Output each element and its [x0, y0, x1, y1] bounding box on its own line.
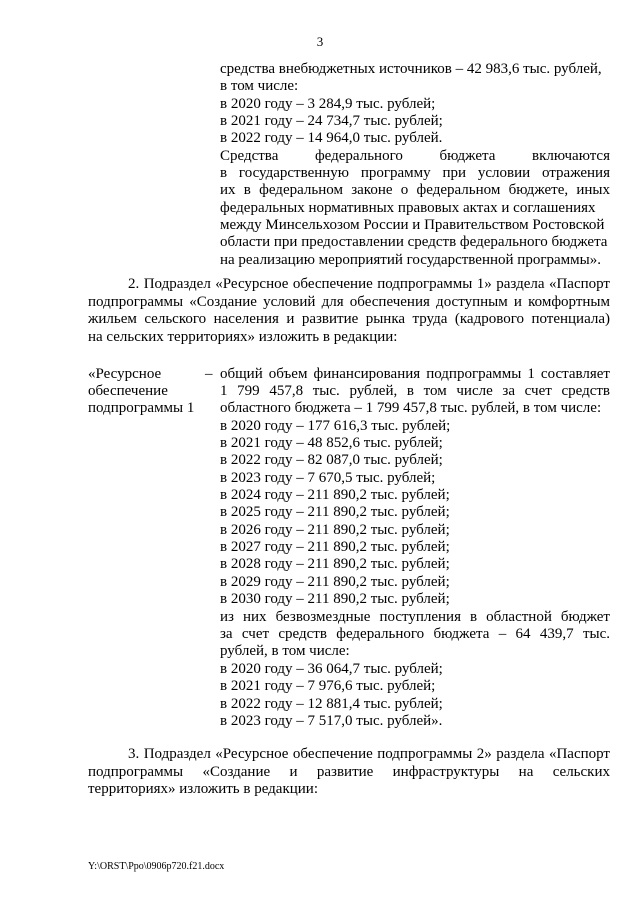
- top-line: в 2021 году – 24 734,7 тыс. рублей;: [220, 113, 443, 129]
- top-line: в государственную программу при условии отражения: [220, 165, 610, 181]
- paragraph-line: на сельских территориях» изложить в редакции:: [88, 329, 398, 345]
- table-detail-line: в 2020 году – 177 616,3 тыс. рублей;: [220, 418, 451, 434]
- table-detail-line: в 2028 году – 211 890,2 тыс. рублей;: [220, 556, 450, 572]
- table-detail-line: в 2022 году – 12 881,4 тыс. рублей;: [220, 696, 443, 712]
- top-line: области при предоставлении средств федерального бюджета: [220, 234, 608, 250]
- paragraph-line: подпрограммы «Создание и развитие инфраструктуры на сельских: [88, 764, 610, 780]
- table-label-line: подпрограммы 1: [88, 400, 195, 416]
- table-label-line: обеспечение: [88, 383, 168, 399]
- table-detail-line: общий объем финансирования подпрограммы 1 составляет: [220, 366, 610, 382]
- top-line: на реализацию мероприятий государственной программы».: [220, 252, 601, 268]
- top-line: между Минсельхозом России и Правительством Ростовской: [220, 217, 605, 233]
- table-dash: –: [205, 366, 213, 382]
- top-line: в том числе:: [220, 78, 299, 94]
- table-detail-line: в 2024 году – 211 890,2 тыс. рублей;: [220, 487, 450, 503]
- top-line: их в федеральном законе о федеральном бюджете, иных: [220, 182, 610, 198]
- paragraph-line: 3. Подраздел «Ресурсное обеспечение подпрограммы 2» раздела «Паспорт: [128, 746, 610, 762]
- table-detail-line: 1 799 457,8 тыс. рублей, в том числе за счет средств: [220, 383, 610, 399]
- top-line: в 2022 году – 14 964,0 тыс. рублей.: [220, 130, 443, 146]
- table-detail-line: в 2025 году – 211 890,2 тыс. рублей;: [220, 504, 450, 520]
- table-detail-line: за счет средств федерального бюджета – 64 439,7 тыс.: [220, 626, 610, 642]
- table-detail-line: в 2022 году – 82 087,0 тыс. рублей;: [220, 452, 443, 468]
- table-detail-line: в 2029 году – 211 890,2 тыс. рублей;: [220, 574, 450, 590]
- paragraph-line: подпрограммы «Создание условий для обеспечения доступным и комфортным: [88, 294, 610, 310]
- file-path-footer: Y:\ORST\Ppo\0906p720.f21.docx: [88, 861, 225, 872]
- table-detail-line: в 2027 году – 211 890,2 тыс. рублей;: [220, 539, 450, 555]
- table-detail-line: в 2023 году – 7 670,5 тыс. рублей;: [220, 470, 436, 486]
- table-label-line: «Ресурсное: [88, 366, 162, 382]
- table-detail-line: в 2021 году – 48 852,6 тыс. рублей;: [220, 435, 443, 451]
- top-line: федеральных нормативных правовых актах и соглашениях: [220, 200, 596, 216]
- paragraph-line: 2. Подраздел «Ресурсное обеспечение подпрограммы 1» раздела «Паспорт: [128, 276, 610, 292]
- page-number: 3: [316, 34, 324, 49]
- table-detail-line: в 2026 году – 211 890,2 тыс. рублей;: [220, 522, 450, 538]
- table-detail-line: в 2020 году – 36 064,7 тыс. рублей;: [220, 661, 443, 677]
- top-line: Средства федерального бюджета включаются: [220, 148, 610, 164]
- paragraph-line: территориях» изложить в редакции:: [88, 781, 318, 797]
- top-line: в 2020 году – 3 284,9 тыс. рублей;: [220, 96, 436, 112]
- table-detail-line: в 2021 году – 7 976,6 тыс. рублей;: [220, 678, 436, 694]
- table-detail-line: областного бюджета – 1 799 457,8 тыс. рублей, в том числе:: [220, 400, 602, 416]
- table-detail-line: из них безвозмездные поступления в областной бюджет: [220, 609, 610, 625]
- table-detail-line: в 2030 году – 211 890,2 тыс. рублей;: [220, 591, 450, 607]
- top-line: средства внебюджетных источников – 42 983,6 тыс. рублей,: [220, 61, 602, 77]
- paragraph-line: жильем сельского населения и развитие рынка труда (кадрового потенциала): [88, 311, 610, 327]
- table-detail-line: в 2023 году – 7 517,0 тыс. рублей».: [220, 713, 443, 729]
- table-detail-line: рублей, в том числе:: [220, 643, 350, 659]
